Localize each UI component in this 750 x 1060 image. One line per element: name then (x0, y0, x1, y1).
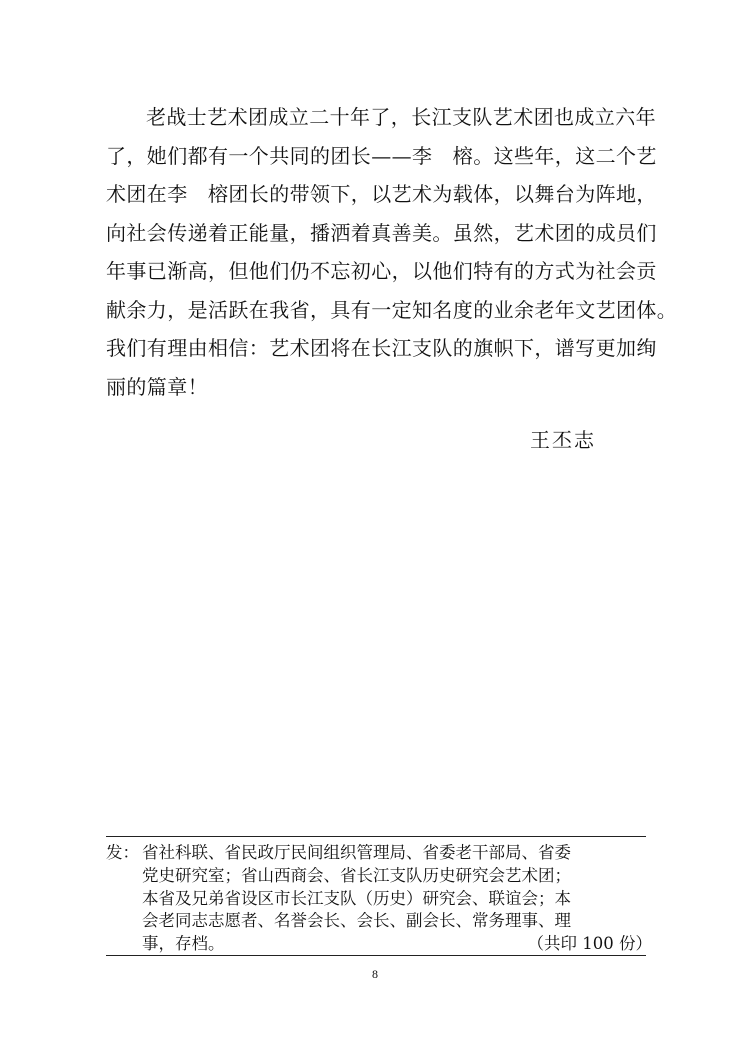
distribution-line (106, 842, 654, 865)
body-line: 术团在李 榕团长的带领下，以艺术为载体，以舞台为阵地， (106, 182, 657, 206)
distribution-line (106, 933, 654, 956)
body-line: 老战士艺术团成立二十年了，长江支队艺术团也成立六年 (146, 105, 656, 129)
body-line: 丽的篇章！ (106, 374, 208, 399)
body-line: 献余力，是活跃在我省，具有一定知名度的业余老年文艺团体。 (106, 297, 678, 322)
body-line: 我们有理由相信：艺术团将在长江支队的旗帜下，谱写更加绚 (106, 336, 657, 360)
distribution-list (106, 842, 654, 956)
distribution-line: 本省及兄弟省设区市长江支队（历史）研究会、联谊会；本 (142, 888, 571, 908)
distribution-text: 事，存档。 (142, 934, 225, 954)
distribution-label: 发： (106, 843, 139, 862)
author-signature: 王丕志 (530, 428, 596, 452)
page-number: 8 (372, 967, 378, 981)
body-paragraph (106, 98, 678, 406)
body-line: 年事已渐高，但他们仍不忘初心，以他们特有的方式为社会贡 (106, 259, 657, 283)
body-line: 向社会传递着正能量，播洒着真善美。虽然，艺术团的成员们 (106, 220, 657, 245)
distribution-line: 党史研究室；省山西商会、省长江支队历史研究会艺术团； (142, 865, 571, 885)
body-line: 了，她们都有一个共同的团长——李 榕。这些年，这二个艺 (106, 143, 657, 168)
distribution-text: 省社科联、省民政厅民间组织管理局、省委老干部局、省委 (142, 843, 571, 862)
distribution-bottom-rule (106, 955, 646, 956)
distribution-top-rule (106, 836, 646, 837)
print-copies: （共印 100 份） (527, 934, 652, 954)
distribution-line: 会老同志志愿者、名誉会长、会长、副会长、常务理事、理 (142, 911, 571, 931)
